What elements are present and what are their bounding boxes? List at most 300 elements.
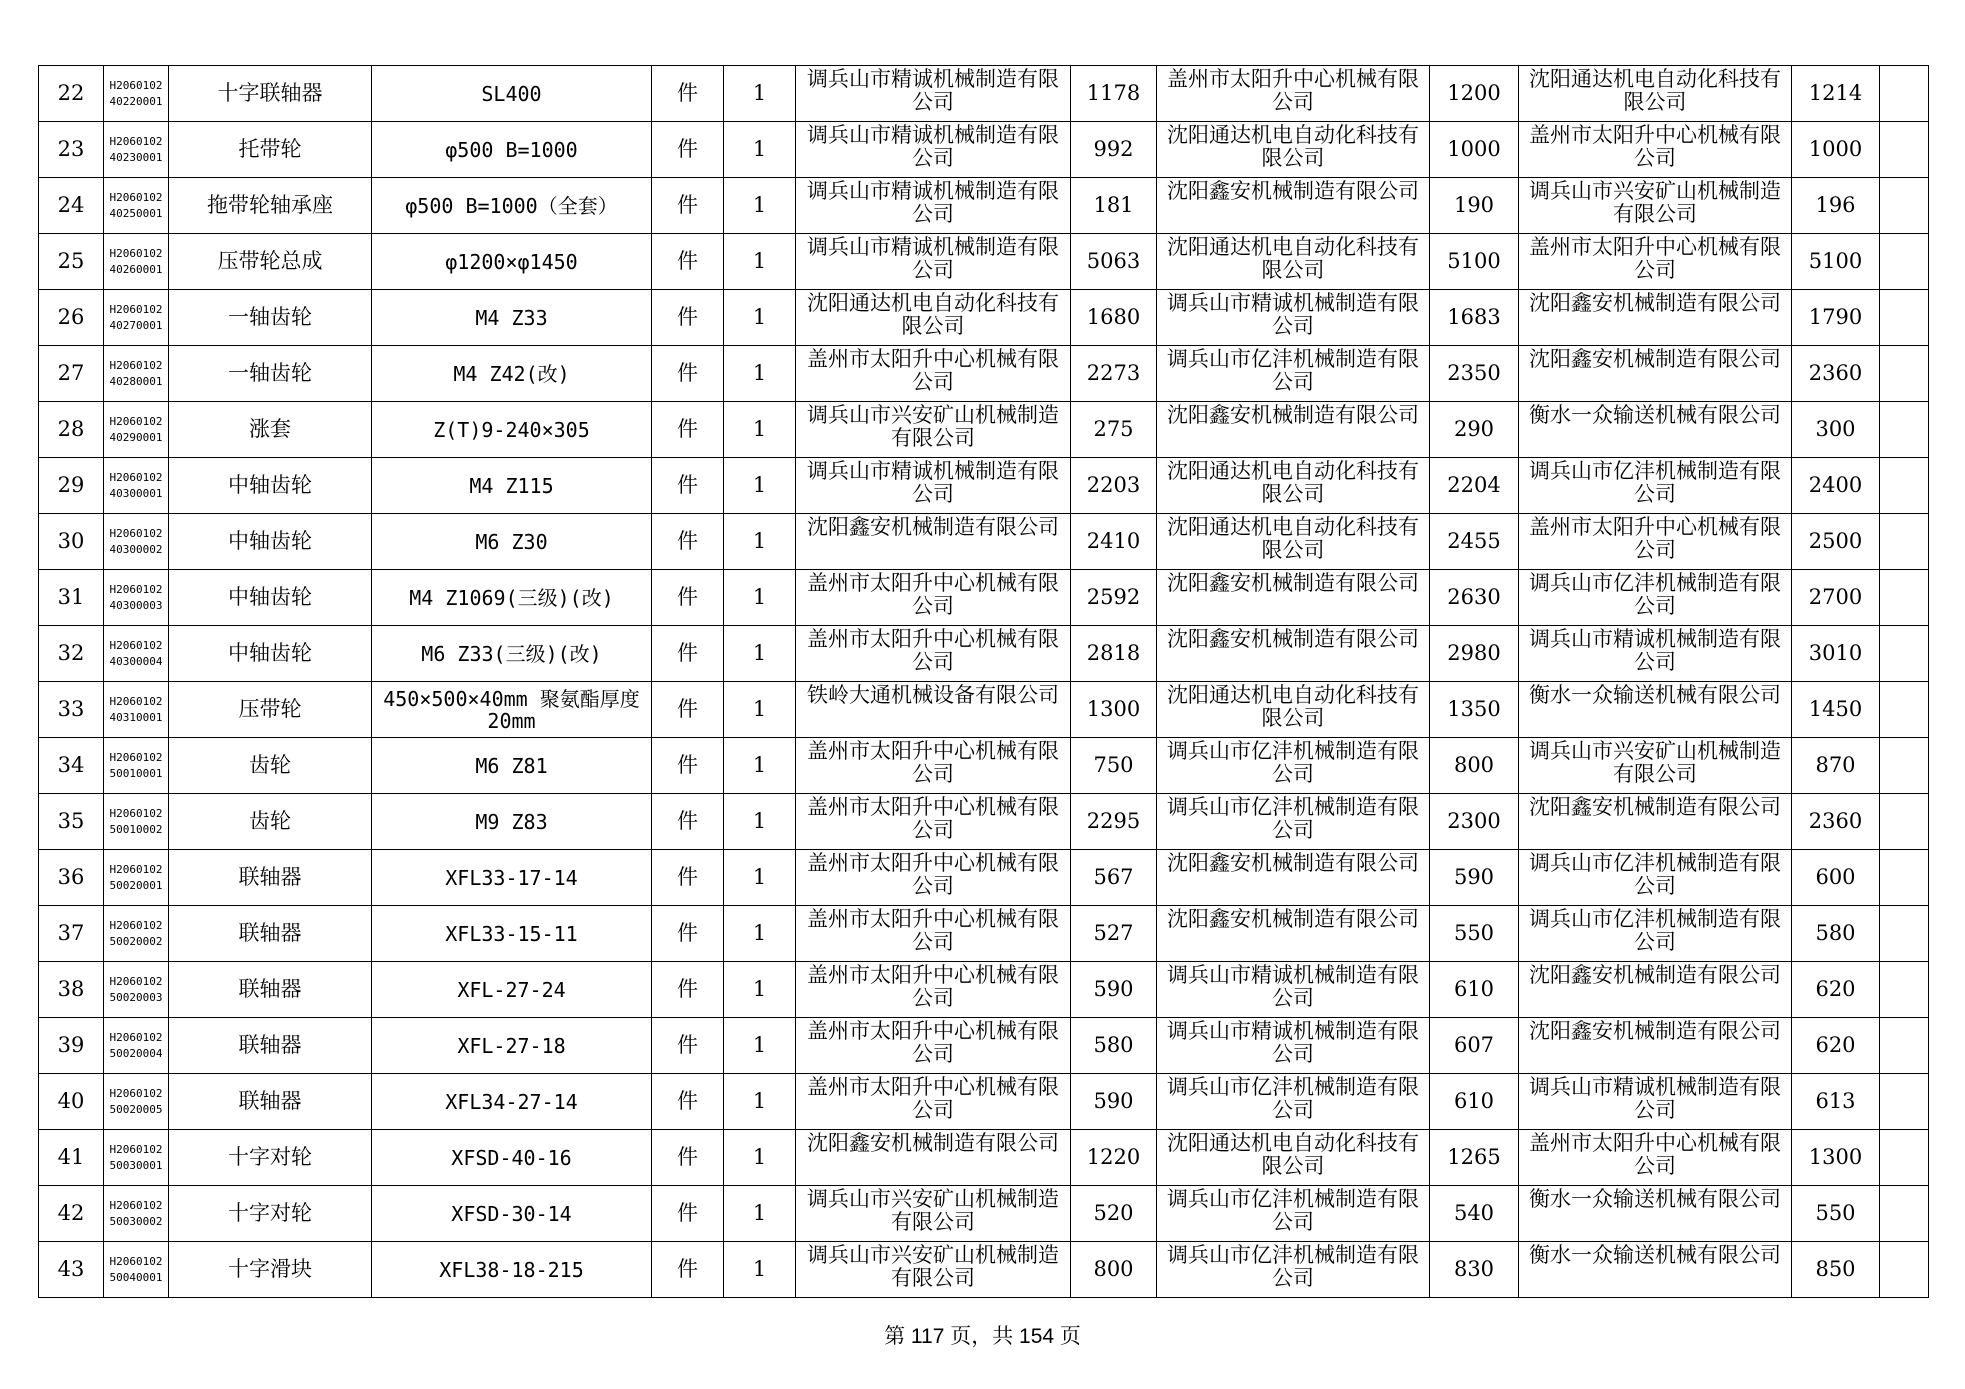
supplier-2: 沈阳通达机电自动化科技有限公司 (1157, 682, 1430, 738)
item-name: 十字对轮 (169, 1130, 372, 1186)
unit: 件 (652, 682, 724, 738)
price-1: 2818 (1071, 626, 1157, 682)
supplier-2: 调兵山市亿沣机械制造有限公司 (1157, 346, 1430, 402)
material-code: H2060102 40250001 (104, 178, 169, 234)
supplier-3: 调兵山市精诚机械制造有限公司 (1519, 626, 1792, 682)
supplier-2: 调兵山市亿沣机械制造有限公司 (1157, 1074, 1430, 1130)
price-3: 1790 (1792, 290, 1880, 346)
price-3: 2700 (1792, 570, 1880, 626)
table-row (39, 1018, 1929, 1074)
remark (1880, 738, 1929, 794)
row-number: 43 (39, 1242, 104, 1298)
material-code: H2060102 50020004 (104, 1018, 169, 1074)
item-spec: XFL34-27-14 (372, 1074, 652, 1130)
material-code: H2060102 40260001 (104, 234, 169, 290)
table-row (39, 738, 1929, 794)
price-1: 2410 (1071, 514, 1157, 570)
price-2: 290 (1430, 402, 1519, 458)
supplier-2: 沈阳鑫安机械制造有限公司 (1157, 850, 1430, 906)
price-1: 181 (1071, 178, 1157, 234)
item-spec: M6 Z33(三级)(改) (372, 626, 652, 682)
price-3: 3010 (1792, 626, 1880, 682)
item-name: 齿轮 (169, 794, 372, 850)
item-name: 中轴齿轮 (169, 514, 372, 570)
table-row (39, 290, 1929, 346)
unit: 件 (652, 234, 724, 290)
supplier-3: 衡水一众输送机械有限公司 (1519, 1242, 1792, 1298)
price-2: 5100 (1430, 234, 1519, 290)
price-1: 2203 (1071, 458, 1157, 514)
remark (1880, 290, 1929, 346)
quantity: 1 (724, 794, 796, 850)
item-name: 压带轮 (169, 682, 372, 738)
material-code: H2060102 40310001 (104, 682, 169, 738)
price-3: 2360 (1792, 346, 1880, 402)
remark (1880, 1018, 1929, 1074)
quantity: 1 (724, 234, 796, 290)
item-spec: SL400 (372, 66, 652, 122)
item-spec: XFSD-30-14 (372, 1186, 652, 1242)
unit: 件 (652, 66, 724, 122)
row-number: 36 (39, 850, 104, 906)
row-number: 25 (39, 234, 104, 290)
supplier-1: 调兵山市精诚机械制造有限公司 (796, 458, 1071, 514)
quantity: 1 (724, 458, 796, 514)
remark (1880, 906, 1929, 962)
supplier-1: 盖州市太阳升中心机械有限公司 (796, 906, 1071, 962)
material-code: H2060102 50030002 (104, 1186, 169, 1242)
material-code: H2060102 40230001 (104, 122, 169, 178)
item-spec: M9 Z83 (372, 794, 652, 850)
quantity: 1 (724, 514, 796, 570)
material-code: H2060102 50020003 (104, 962, 169, 1018)
price-3: 580 (1792, 906, 1880, 962)
supplier-1: 调兵山市精诚机械制造有限公司 (796, 178, 1071, 234)
unit: 件 (652, 458, 724, 514)
remark (1880, 178, 1929, 234)
supplier-3: 沈阳鑫安机械制造有限公司 (1519, 346, 1792, 402)
row-number: 34 (39, 738, 104, 794)
quantity: 1 (724, 122, 796, 178)
quantity: 1 (724, 1018, 796, 1074)
quantity: 1 (724, 1242, 796, 1298)
price-1: 1220 (1071, 1130, 1157, 1186)
unit: 件 (652, 570, 724, 626)
item-spec: M4 Z42(改) (372, 346, 652, 402)
price-1: 2295 (1071, 794, 1157, 850)
quantity: 1 (724, 626, 796, 682)
item-spec: φ500 B=1000（全套） (372, 178, 652, 234)
remark (1880, 1130, 1929, 1186)
supplier-2: 沈阳鑫安机械制造有限公司 (1157, 906, 1430, 962)
price-2: 1350 (1430, 682, 1519, 738)
row-number: 22 (39, 66, 104, 122)
item-name: 十字对轮 (169, 1186, 372, 1242)
remark (1880, 234, 1929, 290)
supplier-1: 调兵山市兴安矿山机械制造有限公司 (796, 1186, 1071, 1242)
price-2: 2630 (1430, 570, 1519, 626)
unit: 件 (652, 1018, 724, 1074)
row-number: 28 (39, 402, 104, 458)
price-3: 620 (1792, 1018, 1880, 1074)
price-2: 2350 (1430, 346, 1519, 402)
price-1: 520 (1071, 1186, 1157, 1242)
quantity: 1 (724, 906, 796, 962)
supplier-2: 沈阳鑫安机械制造有限公司 (1157, 402, 1430, 458)
remark (1880, 402, 1929, 458)
price-2: 607 (1430, 1018, 1519, 1074)
item-spec: XFL-27-18 (372, 1018, 652, 1074)
price-3: 870 (1792, 738, 1880, 794)
price-3: 1300 (1792, 1130, 1880, 1186)
unit: 件 (652, 402, 724, 458)
supplier-1: 盖州市太阳升中心机械有限公司 (796, 794, 1071, 850)
unit: 件 (652, 626, 724, 682)
table-row (39, 1186, 1929, 1242)
supplier-1: 沈阳鑫安机械制造有限公司 (796, 1130, 1071, 1186)
supplier-2: 沈阳通达机电自动化科技有限公司 (1157, 234, 1430, 290)
material-code: H2060102 50020001 (104, 850, 169, 906)
material-code: H2060102 50010001 (104, 738, 169, 794)
quantity: 1 (724, 1074, 796, 1130)
row-number: 24 (39, 178, 104, 234)
item-name: 齿轮 (169, 738, 372, 794)
price-2: 1200 (1430, 66, 1519, 122)
item-name: 托带轮 (169, 122, 372, 178)
page-footer: 第 117 页，共 154 页 (884, 1325, 1081, 1348)
material-code: H2060102 50010002 (104, 794, 169, 850)
remark (1880, 458, 1929, 514)
material-code: H2060102 40280001 (104, 346, 169, 402)
item-name: 中轴齿轮 (169, 570, 372, 626)
supplier-2: 调兵山市亿沣机械制造有限公司 (1157, 1242, 1430, 1298)
quantity: 1 (724, 570, 796, 626)
row-number: 39 (39, 1018, 104, 1074)
supplier-3: 调兵山市兴安矿山机械制造有限公司 (1519, 178, 1792, 234)
row-number: 29 (39, 458, 104, 514)
supplier-2: 盖州市太阳升中心机械有限公司 (1157, 66, 1430, 122)
unit: 件 (652, 346, 724, 402)
row-number: 23 (39, 122, 104, 178)
item-name: 联轴器 (169, 906, 372, 962)
price-3: 196 (1792, 178, 1880, 234)
row-number: 32 (39, 626, 104, 682)
item-name: 压带轮总成 (169, 234, 372, 290)
price-3: 600 (1792, 850, 1880, 906)
supplier-1: 调兵山市精诚机械制造有限公司 (796, 234, 1071, 290)
unit: 件 (652, 738, 724, 794)
price-3: 2360 (1792, 794, 1880, 850)
material-code: H2060102 40300003 (104, 570, 169, 626)
price-2: 830 (1430, 1242, 1519, 1298)
remark (1880, 962, 1929, 1018)
item-spec: 450×500×40mm 聚氨酯厚度20mm (372, 682, 652, 738)
supplier-3: 盖州市太阳升中心机械有限公司 (1519, 514, 1792, 570)
material-code: H2060102 40300001 (104, 458, 169, 514)
quantity: 1 (724, 290, 796, 346)
material-code: H2060102 50040001 (104, 1242, 169, 1298)
item-name: 联轴器 (169, 962, 372, 1018)
item-name: 一轴齿轮 (169, 290, 372, 346)
item-spec: XFL33-17-14 (372, 850, 652, 906)
row-number: 38 (39, 962, 104, 1018)
price-1: 1178 (1071, 66, 1157, 122)
price-1: 527 (1071, 906, 1157, 962)
price-1: 580 (1071, 1018, 1157, 1074)
remark (1880, 850, 1929, 906)
supplier-2: 调兵山市精诚机械制造有限公司 (1157, 290, 1430, 346)
remark (1880, 1186, 1929, 1242)
table-row (39, 794, 1929, 850)
supplier-2: 沈阳通达机电自动化科技有限公司 (1157, 122, 1430, 178)
table-row (39, 234, 1929, 290)
item-name: 联轴器 (169, 1074, 372, 1130)
table-row (39, 1130, 1929, 1186)
material-code: H2060102 40220001 (104, 66, 169, 122)
unit: 件 (652, 122, 724, 178)
price-1: 2592 (1071, 570, 1157, 626)
row-number: 42 (39, 1186, 104, 1242)
price-1: 590 (1071, 1074, 1157, 1130)
row-number: 40 (39, 1074, 104, 1130)
unit: 件 (652, 1130, 724, 1186)
supplier-3: 调兵山市亿沣机械制造有限公司 (1519, 850, 1792, 906)
price-2: 1683 (1430, 290, 1519, 346)
supplier-2: 调兵山市亿沣机械制造有限公司 (1157, 738, 1430, 794)
unit: 件 (652, 290, 724, 346)
supplier-1: 调兵山市兴安矿山机械制造有限公司 (796, 402, 1071, 458)
supplier-3: 调兵山市亿沣机械制造有限公司 (1519, 906, 1792, 962)
price-3: 620 (1792, 962, 1880, 1018)
supplier-1: 沈阳通达机电自动化科技有限公司 (796, 290, 1071, 346)
price-comparison-table (38, 65, 1929, 1298)
supplier-1: 盖州市太阳升中心机械有限公司 (796, 962, 1071, 1018)
supplier-3: 沈阳通达机电自动化科技有限公司 (1519, 66, 1792, 122)
item-name: 十字滑块 (169, 1242, 372, 1298)
price-2: 2455 (1430, 514, 1519, 570)
table-body (39, 66, 1929, 1298)
supplier-1: 调兵山市精诚机械制造有限公司 (796, 122, 1071, 178)
item-name: 拖带轮轴承座 (169, 178, 372, 234)
remark (1880, 346, 1929, 402)
price-3: 613 (1792, 1074, 1880, 1130)
remark (1880, 514, 1929, 570)
price-3: 2500 (1792, 514, 1880, 570)
unit: 件 (652, 906, 724, 962)
supplier-2: 沈阳通达机电自动化科技有限公司 (1157, 458, 1430, 514)
table-row (39, 178, 1929, 234)
price-2: 2300 (1430, 794, 1519, 850)
supplier-3: 沈阳鑫安机械制造有限公司 (1519, 290, 1792, 346)
row-number: 37 (39, 906, 104, 962)
item-spec: φ1200×φ1450 (372, 234, 652, 290)
supplier-3: 调兵山市兴安矿山机械制造有限公司 (1519, 738, 1792, 794)
price-1: 590 (1071, 962, 1157, 1018)
row-number: 33 (39, 682, 104, 738)
price-3: 850 (1792, 1242, 1880, 1298)
price-2: 2204 (1430, 458, 1519, 514)
supplier-1: 盖州市太阳升中心机械有限公司 (796, 1018, 1071, 1074)
table-row (39, 1242, 1929, 1298)
unit: 件 (652, 794, 724, 850)
quantity: 1 (724, 850, 796, 906)
unit: 件 (652, 1242, 724, 1298)
item-spec: M4 Z115 (372, 458, 652, 514)
row-number: 31 (39, 570, 104, 626)
supplier-1: 盖州市太阳升中心机械有限公司 (796, 1074, 1071, 1130)
supplier-2: 沈阳通达机电自动化科技有限公司 (1157, 1130, 1430, 1186)
supplier-1: 盖州市太阳升中心机械有限公司 (796, 570, 1071, 626)
row-number: 30 (39, 514, 104, 570)
table-row (39, 1074, 1929, 1130)
unit: 件 (652, 850, 724, 906)
supplier-2: 沈阳通达机电自动化科技有限公司 (1157, 514, 1430, 570)
supplier-2: 沈阳鑫安机械制造有限公司 (1157, 178, 1430, 234)
item-spec: Z(T)9-240×305 (372, 402, 652, 458)
supplier-3: 调兵山市精诚机械制造有限公司 (1519, 1074, 1792, 1130)
supplier-2: 调兵山市精诚机械制造有限公司 (1157, 962, 1430, 1018)
remark (1880, 794, 1929, 850)
item-name: 中轴齿轮 (169, 626, 372, 682)
price-1: 1680 (1071, 290, 1157, 346)
supplier-3: 沈阳鑫安机械制造有限公司 (1519, 1018, 1792, 1074)
table-row (39, 514, 1929, 570)
quantity: 1 (724, 402, 796, 458)
price-1: 275 (1071, 402, 1157, 458)
item-spec: XFSD-40-16 (372, 1130, 652, 1186)
table-row (39, 626, 1929, 682)
price-3: 1450 (1792, 682, 1880, 738)
table-row (39, 570, 1929, 626)
supplier-1: 盖州市太阳升中心机械有限公司 (796, 738, 1071, 794)
price-3: 1000 (1792, 122, 1880, 178)
price-3: 1214 (1792, 66, 1880, 122)
remark (1880, 122, 1929, 178)
table-row (39, 402, 1929, 458)
price-2: 590 (1430, 850, 1519, 906)
supplier-3: 衡水一众输送机械有限公司 (1519, 682, 1792, 738)
supplier-2: 调兵山市亿沣机械制造有限公司 (1157, 1186, 1430, 1242)
row-number: 26 (39, 290, 104, 346)
supplier-3: 衡水一众输送机械有限公司 (1519, 1186, 1792, 1242)
table-row (39, 66, 1929, 122)
price-2: 190 (1430, 178, 1519, 234)
supplier-1: 沈阳鑫安机械制造有限公司 (796, 514, 1071, 570)
table-row (39, 682, 1929, 738)
quantity: 1 (724, 962, 796, 1018)
material-code: H2060102 50030001 (104, 1130, 169, 1186)
quantity: 1 (724, 1186, 796, 1242)
supplier-3: 盖州市太阳升中心机械有限公司 (1519, 234, 1792, 290)
price-2: 800 (1430, 738, 1519, 794)
supplier-3: 调兵山市亿沣机械制造有限公司 (1519, 458, 1792, 514)
item-name: 涨套 (169, 402, 372, 458)
material-code: H2060102 40300002 (104, 514, 169, 570)
quantity: 1 (724, 178, 796, 234)
table-row (39, 962, 1929, 1018)
quantity: 1 (724, 682, 796, 738)
table-row (39, 906, 1929, 962)
price-1: 750 (1071, 738, 1157, 794)
supplier-1: 盖州市太阳升中心机械有限公司 (796, 346, 1071, 402)
item-name: 一轴齿轮 (169, 346, 372, 402)
quantity: 1 (724, 1130, 796, 1186)
price-1: 2273 (1071, 346, 1157, 402)
remark (1880, 1242, 1929, 1298)
remark (1880, 66, 1929, 122)
unit: 件 (652, 178, 724, 234)
price-2: 550 (1430, 906, 1519, 962)
price-2: 540 (1430, 1186, 1519, 1242)
item-name: 联轴器 (169, 1018, 372, 1074)
row-number: 35 (39, 794, 104, 850)
supplier-3: 盖州市太阳升中心机械有限公司 (1519, 122, 1792, 178)
unit: 件 (652, 514, 724, 570)
supplier-1: 盖州市太阳升中心机械有限公司 (796, 626, 1071, 682)
price-2: 610 (1430, 1074, 1519, 1130)
item-spec: M4 Z33 (372, 290, 652, 346)
price-1: 5063 (1071, 234, 1157, 290)
item-spec: XFL38-18-215 (372, 1242, 652, 1298)
supplier-3: 沈阳鑫安机械制造有限公司 (1519, 794, 1792, 850)
material-code: H2060102 40290001 (104, 402, 169, 458)
item-spec: φ500 B=1000 (372, 122, 652, 178)
unit: 件 (652, 962, 724, 1018)
price-1: 567 (1071, 850, 1157, 906)
item-spec: M6 Z30 (372, 514, 652, 570)
material-code: H2060102 40300004 (104, 626, 169, 682)
remark (1880, 626, 1929, 682)
price-3: 550 (1792, 1186, 1880, 1242)
price-3: 5100 (1792, 234, 1880, 290)
price-3: 300 (1792, 402, 1880, 458)
price-1: 992 (1071, 122, 1157, 178)
price-2: 1265 (1430, 1130, 1519, 1186)
supplier-3: 盖州市太阳升中心机械有限公司 (1519, 1130, 1792, 1186)
price-2: 2980 (1430, 626, 1519, 682)
price-1: 1300 (1071, 682, 1157, 738)
supplier-3: 调兵山市亿沣机械制造有限公司 (1519, 570, 1792, 626)
material-code: H2060102 40270001 (104, 290, 169, 346)
quantity: 1 (724, 66, 796, 122)
item-name: 十字联轴器 (169, 66, 372, 122)
item-spec: M4 Z1069(三级)(改) (372, 570, 652, 626)
item-name: 联轴器 (169, 850, 372, 906)
supplier-2: 沈阳鑫安机械制造有限公司 (1157, 626, 1430, 682)
supplier-3: 沈阳鑫安机械制造有限公司 (1519, 962, 1792, 1018)
supplier-1: 调兵山市兴安矿山机械制造有限公司 (796, 1242, 1071, 1298)
unit: 件 (652, 1074, 724, 1130)
price-2: 1000 (1430, 122, 1519, 178)
quantity: 1 (724, 346, 796, 402)
supplier-1: 铁岭大通机械设备有限公司 (796, 682, 1071, 738)
supplier-3: 衡水一众输送机械有限公司 (1519, 402, 1792, 458)
price-2: 610 (1430, 962, 1519, 1018)
material-code: H2060102 50020005 (104, 1074, 169, 1130)
table-row (39, 346, 1929, 402)
supplier-2: 沈阳鑫安机械制造有限公司 (1157, 570, 1430, 626)
supplier-2: 调兵山市亿沣机械制造有限公司 (1157, 794, 1430, 850)
item-spec: XFL-27-24 (372, 962, 652, 1018)
supplier-1: 调兵山市精诚机械制造有限公司 (796, 66, 1071, 122)
row-number: 41 (39, 1130, 104, 1186)
item-spec: XFL33-15-11 (372, 906, 652, 962)
remark (1880, 570, 1929, 626)
remark (1880, 682, 1929, 738)
material-code: H2060102 50020002 (104, 906, 169, 962)
item-spec: M6 Z81 (372, 738, 652, 794)
supplier-1: 盖州市太阳升中心机械有限公司 (796, 850, 1071, 906)
